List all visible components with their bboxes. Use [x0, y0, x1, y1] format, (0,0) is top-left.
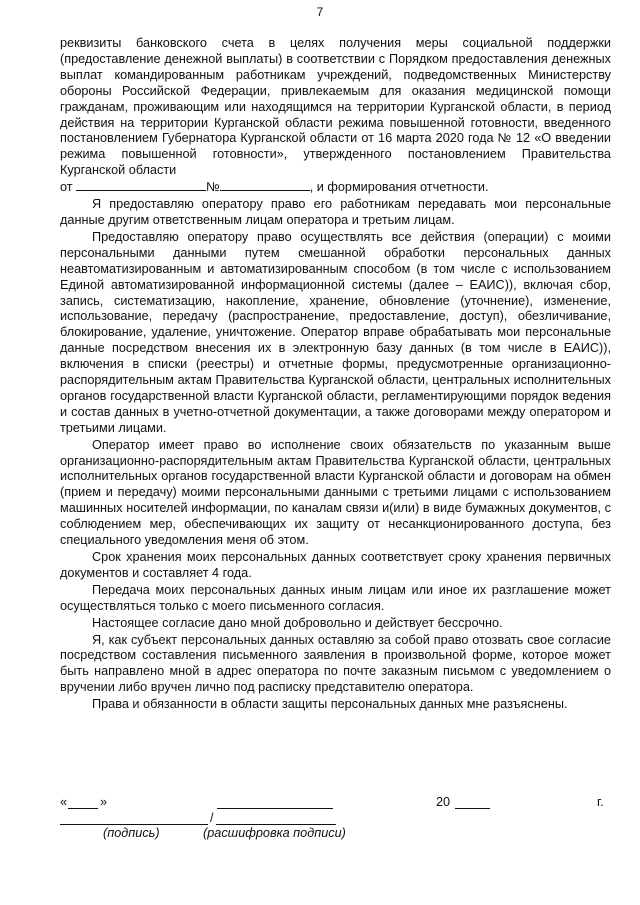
resolution-date-label: от	[60, 180, 73, 195]
paragraph-voluntary-consent: Настоящее согласие дано мной добровольно и действует бессрочно.	[92, 615, 503, 630]
decryption-blank	[216, 824, 336, 825]
signature-slash: /	[210, 811, 214, 825]
date-row	[60, 795, 611, 813]
resolution-number-sign: №	[206, 180, 220, 195]
paragraph-text-tail: , и формирования отчетности.	[309, 180, 489, 195]
consent-body	[60, 36, 611, 714]
month-blank	[217, 808, 333, 809]
resolution-number-blank	[220, 179, 310, 191]
resolution-date-blank	[76, 179, 206, 191]
date-open-quote: «	[60, 795, 68, 809]
year-suffix: г.	[597, 795, 604, 809]
paragraph-transfer-right: Я предоставляю оператору право его работникам передавать мои персональные данные другим ответственным лицам оператора и третьим лицам.	[60, 197, 611, 227]
paragraph-text: реквизиты банковского счета в целях получения меры социальной поддержки (предоставление денежной выплаты) в соответствии с Порядком предоставления денежных выплат командированным работникам учреждений, подведомственных Министерству обороны Российской Федерации, привлекаемым для оказания медицинской помощи гражданам, проживающим или находящимся на территории Курганской области, в период действия на территории Курганской области режима повышенной готовности, введенного постановлением Губернатора Курганской области от 16 марта 2020 года № 12 «О введении режима повышенной готовности», утвержденного постановлением Правительства Курганской области	[60, 36, 611, 178]
day-blank	[68, 808, 98, 809]
paragraph-processing-actions: Предоставляю оператору право осуществлять все действия (операции) с моими персональными данными путем смешанной обработки персональных данных неавтоматизированным и автоматизированным способом (в том числе с использованием Единой автоматизированной информационной системы (далее – ЕАИС)), включая сбор, запись, систематизацию, накопление, хранение, обновление (уточнение), изменение, использование, передачу (распространение, предоставление, доступ), обезличивание, блокирование, удаление, уничтожение. Оператор вправе обрабатывать мои персональные данные посредством внесения их в электронную базу данных (в том числе в ЕАИС)), включения в списки (реестры) и отчетные формы, предусмотренные организационно-распорядительным актам Правительства Курганской области, центральных исполнительных органов государственной власти Курганской области, регламентирующими порядок ведения и состав данных в учетно-отчетной документации, а также договорами между оператором и третьими лицами.	[60, 229, 611, 435]
paragraph-requisites	[60, 36, 611, 196]
decryption-caption: (расшифровка подписи)	[203, 826, 346, 840]
paragraph-disclosure: Передача моих персональных данных иным лицам или иное их разглашение может осуществляться только с моего письменного согласия.	[60, 582, 611, 613]
year-prefix: 20	[436, 795, 451, 809]
paragraph-storage-period: Срок хранения моих персональных данных соответствует сроку хранения первичных документов и составляет 4 года.	[60, 550, 611, 580]
paragraph-operator-rights: Оператор имеет право во исполнение своих обязательств по указанным выше организационно-распорядительным актам Правительства Курганской области, центральных исполнительных органов государственной власти Курганской области и договорам на обмен (прием и передачу) моими персональными данными с третьими лицами с использованием машинных носителей информации, по каналам связи и(или) в виде бумажных документов, с соблюдением мер, обеспечивающих их защиту от несанкционированного доступа, без специального уведомления меня об этом.	[60, 437, 611, 548]
date-close-quote: »	[100, 795, 108, 809]
signature-blank	[60, 824, 208, 825]
year-blank	[455, 808, 490, 809]
paragraph-rights-explained: Права и обязанности в области защиты персональных данных мне разъяснены.	[92, 697, 568, 712]
signature-caption: (подпись)	[103, 826, 160, 840]
paragraph-revocation: Я, как субъект персональных данных оставляю за собой право отозвать свое согласие посредством составления письменного заявления в произвольной форме, которое может быть направлено мной в адрес оператора по почте заказным письмом с уведомлением о вручении либо вручен лично под расписку представителю оператора.	[60, 632, 611, 695]
page-number: 7	[316, 5, 324, 19]
